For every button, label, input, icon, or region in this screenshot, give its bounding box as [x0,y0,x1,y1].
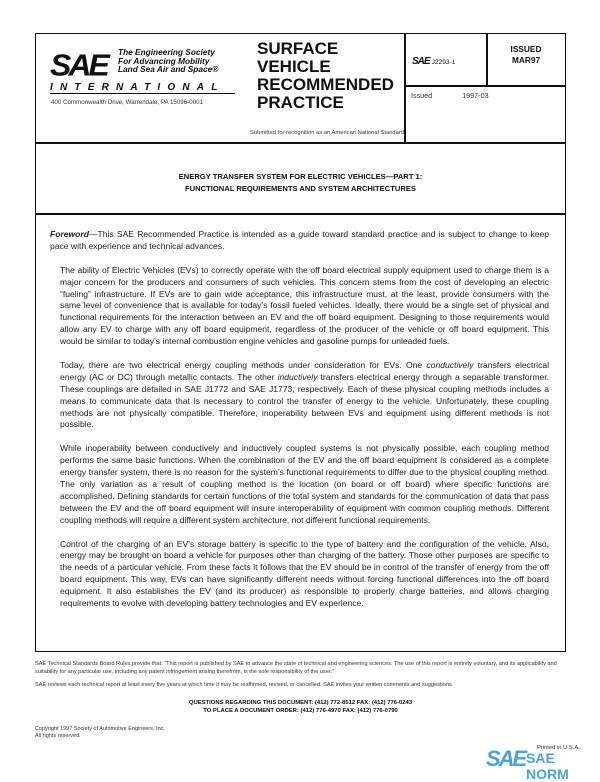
sae-logo: SAE [50,47,107,83]
document-category [257,40,394,112]
document-body [50,229,549,622]
category-line: SURFACE [257,39,339,58]
watermark-name: SAE NORM [526,750,569,782]
category-line: PRACTICE [257,93,344,112]
text: transfers electrical energy (AC or DC) through metallic contacts. The other [60,359,549,382]
divider [35,142,566,144]
foreword-paragraph [50,229,549,253]
paragraph: The ability of Electric Vehicles (EVs) to correctly operate with the off board electrical supply equipment used to charge them is a major concern for the producers and consumers of such vehicles. This concern stems from the cost of developing an electric “fueling” infrastructure. If EVs are to gain wide acceptance, this infrastructure must, at the least, provide consumers with the same level of convenience that is available for today’s fossil fueled vehicles. Ideally, there would be a single set of physical and functional requirements for the interaction between an EV and the off board equipment. Designing to those requirements would allow any EV to charge with any off board equipment, regardless of the producer of the vehicle or off board equipment. This would be similar to today’s internal combustion engine vehicles and gasoline pumps for unleaded fuels. [60,264,549,347]
watermark-mark: SAE [486,746,526,771]
doc-number-text: J2293-1 [431,59,456,66]
title-line: ENERGY TRANSFER SYSTEM FOR ELECTRIC VEHICLES—PART 1: [178,172,423,181]
international-wordmark: INTERNATIONAL [50,82,235,94]
address: 400 Commonwealth Drive, Warrendale, PA 15096-0001 [51,99,204,106]
sae-small-logo: SAE [412,56,430,67]
document-title [35,171,566,195]
society-tagline [118,48,218,74]
paragraph: Control of the charging of an EV’s storage battery is specific to the type of battery and the configuration of the vehicle. Also, energy may be brought on board a vehicle for purposes other than charging of the battery. Those other purposes are specific to the needs of a particular vehicle. From these facts it follows that the EV should be in control of the transfer of energy from the off board equipment. This way, EVs can have significantly different needs without forcing functional differences into the off board equipment. It also establishes the EV (and its producer) as responsible to properly charge batteries, and allows charging requirements to evolve with developing battery technologies and EV experience. [60,538,549,609]
rights-line: All rights reserved. [35,733,81,739]
ansi-note: Submitted for recognition as an American National Standard [250,130,405,136]
tagline-line: The Engineering Society [118,47,215,57]
category-line: VEHICLE [257,57,331,76]
paragraph: While inoperability between conductively and inductively coupled systems is not physically possible, each coupling method performs the same basic functions. When the combination of the EV and the off board equipment is considered as a complete energy transfer system, there is no reason for the system’s functional requirements to differ due to the physical coupling method. The only variation as a result of coupling method is the location (on board or off board) where specific functions are accomplished. Defining standards for certain functions of the total system and standards for the communication of data that pass between the EV and the off board equipment will insure interoperability of equipment with common coupling methods. Different coupling methods will require a different system architecture, not different functional requirements. [60,443,549,525]
sae-norm-watermark-logo [484,746,600,782]
emphasis: conductively [426,359,474,370]
tagline-line: For Advancing Mobility [118,55,210,66]
text: Today, there are two electrical energy coupling methods under consideration for EVs. One [60,359,427,370]
review-note: SAE reviews each technical report at least every five years at which time it may be reaffirmed, revised, or cancelled. SAE invites your written comments and suggestions. [35,682,454,688]
foreword-text: —This SAE Recommended Practice is intended as a guide toward standard practice and is subject to change to keep pace with experience and technical advances. [50,229,549,251]
paragraph [60,360,549,431]
title-line: FUNCTIONAL REQUIREMENTS AND SYSTEM ARCHITECTURES [185,184,416,193]
copyright [35,726,165,740]
tagline-line: Land Sea Air and Space® [118,64,219,75]
issued-label: ISSUED [510,44,542,54]
foreword-label: Foreword [50,229,89,239]
category-line: RECOMMENDED [257,75,394,94]
order-contact: TO PLACE A DOCUMENT ORDER: (412) 776-4970 FAX: (412) 776-0790 [203,708,398,714]
issued-month: MAR97 [511,54,541,65]
emphasis: inductively [277,371,318,382]
issued-row [411,91,489,100]
copyright-line: Copyright 1997 Society of Automotive Engineers, Inc. [35,726,165,732]
document-number [412,56,455,67]
text: transfers electrical energy through a separable transformer. These couplings are detailed in SAE J1772 and SAE J1773, respectively. Each of these physical coupling methods includes a means to communicate data that is necessary to control the transfer of energy to the vehicle. Unfortunately, these coupling methods are not physically compatible. Therefore, inoperability between EVs and equipment using different methods is not possible. [60,371,549,430]
issued-label: Issued [411,91,433,100]
printed-in: Printed in U.S.A. [537,745,580,751]
issued-date: 1997-03 [462,91,489,100]
questions-contact: QUESTIONS REGARDING THIS DOCUMENT: (412) 772-8512 FAX: (412) 776-0243 [188,700,413,706]
divider [404,85,566,87]
policy-note: SAE Technical Standards Board Rules provide that: “This report is published by SAE to advance the state of technical and engineering sciences. The use of this report is entirely voluntary, and its applicability and suitability for any particular use, including any patent infringement arising therefrom, is the sole responsibility of the user.” [35,661,557,675]
divider [404,33,406,143]
divider [35,213,566,215]
issued-badge [487,44,565,65]
